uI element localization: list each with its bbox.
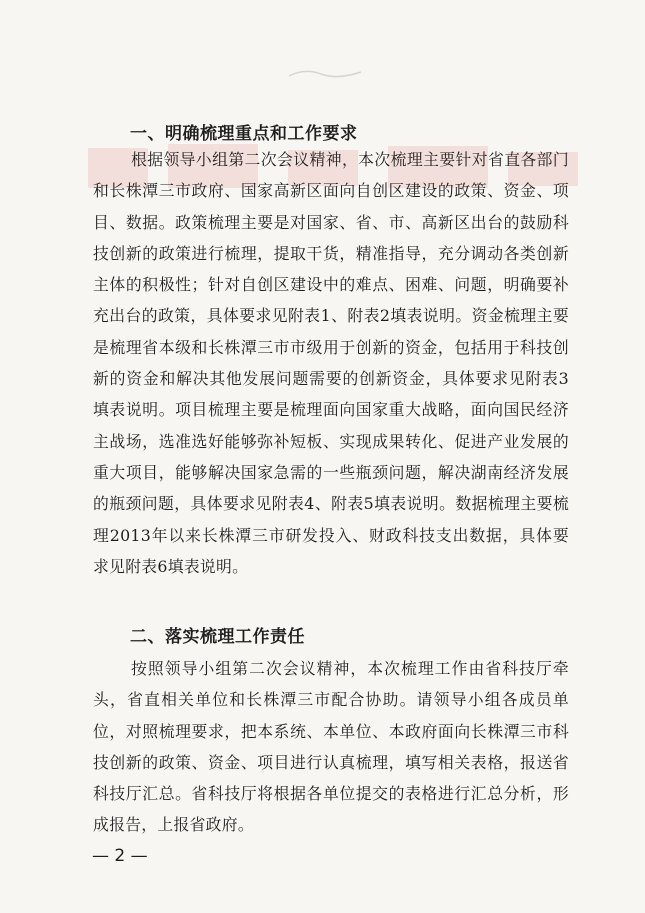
page-number: — 2 — [92,846,148,866]
section-1-heading: 一、明确梳理重点和工作要求 [130,124,358,144]
section-2-heading: 二、落实梳理工作责任 [130,627,305,647]
section-1-body: 根据领导小组第二次会议精神，本次梳理主要针对省直各部门和长株潭三市政府、国家高新区面向自创区建设的政策、资金、项目、数据。政策梳理主要是对国家、省、市、高新区出台的鼓励科技创新的政策进行梳理，提取干货，精准指导，充分调动各类创新主体的积极性；针对自创区建设中的难点、困难、问题，明确要补充出台的政策，具体要求见附表1、附表2填表说明。资金梳理主要是梳理省本级和长株潭三市市级用于创新的资金，包括用于科技创新的资金和解决其他发展问题需要的创新资金，具体要求见附表3填表说明。项目梳理主要是梳理面向国家重大战略，面向国民经济主战场，选准选好能够弥补短板、实现成果转化、促进产业发展的重大项目，能够解决国家急需的一些瓶颈问题，解决湖南经济发展的瓶颈问题，具体要求见附表4、附表5填表说明。数据梳理主要梳理2013年以来长株潭三市研发投入、财政科技支出数据，具体要求见附表6填表说明。 [93,150,569,576]
section-2-body: 按照领导小组第二次会议精神，本次梳理工作由省科技厅牵头，省直相关单位和长株潭三市配合协助。请领导小组各成员单位，对照梳理要求，把本系统、本单位、本政府面向长株潭三市科技创新的政策、资金、项目进行认真梳理，填写相关表格，报送省科技厅汇总。省科技厅将根据各单位提交的表格进行汇总分析，形成报告，上报省政府。 [93,659,569,835]
scan-mark [285,64,365,82]
